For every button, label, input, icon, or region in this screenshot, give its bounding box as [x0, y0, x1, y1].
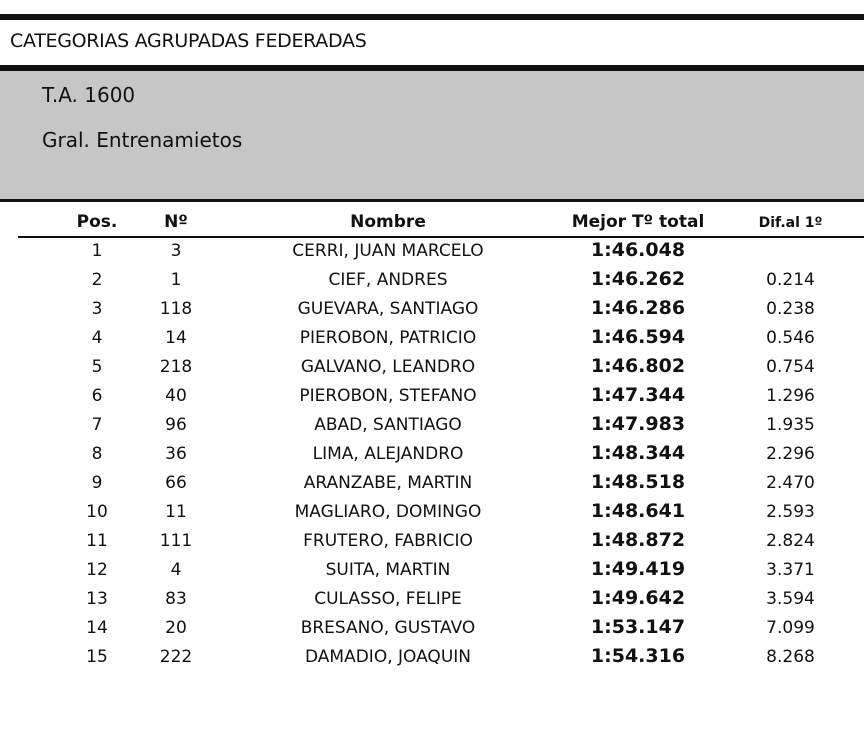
table-row: [18, 412, 864, 441]
session-name: Gral. Entrenamietos: [42, 128, 243, 152]
table-row: [18, 441, 864, 470]
cell-name: CERRI, JUAN MARCELO: [292, 241, 484, 261]
table-row: [18, 644, 864, 673]
table-row: [18, 296, 864, 325]
cell-best-time: 1:49.419: [590, 558, 686, 580]
page-title: CATEGORIAS AGRUPADAS FEDERADAS: [10, 30, 367, 52]
cell-best-time: 1:53.147: [590, 616, 686, 638]
cell-name: PIEROBON, PATRICIO: [299, 328, 477, 348]
cell-gap: 2.824: [766, 531, 815, 551]
cell-gap: 0.238: [766, 299, 815, 319]
cell-number: 222: [159, 647, 193, 667]
cell-number: 83: [165, 589, 187, 609]
cell-number: 40: [165, 386, 187, 406]
cell-gap: 0.754: [766, 357, 815, 377]
col-header-name: Nombre: [350, 212, 426, 232]
cell-best-time: 1:49.642: [590, 587, 686, 609]
table-row: [18, 325, 864, 354]
cell-pos: 13: [86, 589, 108, 609]
table-body: [18, 238, 864, 673]
cell-pos: 14: [86, 618, 108, 638]
cell-best-time: 1:48.872: [590, 529, 686, 551]
table-row: [18, 383, 864, 412]
cell-name: DAMADIO, JOAQUIN: [305, 647, 471, 667]
top-divider: [0, 14, 864, 20]
cell-best-time: 1:48.518: [590, 471, 686, 493]
table-header: [18, 212, 864, 238]
cell-best-time: 1:48.641: [590, 500, 686, 522]
cell-gap: 0.546: [766, 328, 815, 348]
cell-name: BRESANO, GUSTAVO: [300, 618, 476, 638]
table-row: [18, 267, 864, 296]
col-header-best-time: Mejor Tº total: [571, 212, 705, 232]
cell-gap: 1.296: [766, 386, 815, 406]
cell-name: ARANZABE, MARTIN: [303, 473, 473, 493]
cell-gap: 2.296: [766, 444, 815, 464]
cell-name: GALVANO, LEANDRO: [300, 357, 476, 377]
cell-pos: 6: [91, 386, 103, 406]
cell-number: 4: [170, 560, 182, 580]
cell-number: 118: [159, 299, 193, 319]
cell-number: 14: [165, 328, 187, 348]
cell-gap: 2.593: [766, 502, 815, 522]
cell-pos: 1: [91, 241, 103, 261]
cell-name: MAGLIARO, DOMINGO: [294, 502, 482, 522]
cell-gap: 8.268: [766, 647, 815, 667]
table-row: [18, 470, 864, 499]
table-row: [18, 238, 864, 267]
cell-best-time: 1:46.262: [590, 268, 686, 290]
cell-gap: 7.099: [766, 618, 815, 638]
cell-best-time: 1:47.344: [590, 384, 686, 406]
cell-gap: 2.470: [766, 473, 815, 493]
cell-pos: 3: [91, 299, 103, 319]
cell-best-time: 1:46.048: [590, 239, 686, 261]
event-panel: [0, 65, 864, 202]
cell-number: 20: [165, 618, 187, 638]
cell-best-time: 1:46.286: [590, 297, 686, 319]
cell-name: CULASSO, FELIPE: [314, 589, 462, 609]
cell-name: FRUTERO, FABRICIO: [303, 531, 473, 551]
cell-number: 3: [170, 241, 182, 261]
table-row: [18, 586, 864, 615]
cell-number: 66: [165, 473, 187, 493]
cell-pos: 10: [86, 502, 108, 522]
cell-best-time: 1:46.802: [590, 355, 686, 377]
cell-pos: 7: [91, 415, 103, 435]
col-header-pos: Pos.: [76, 212, 118, 232]
cell-best-time: 1:47.983: [590, 413, 686, 435]
cell-number: 96: [165, 415, 187, 435]
cell-gap: 0.214: [766, 270, 815, 290]
cell-pos: 12: [86, 560, 108, 580]
cell-name: ABAD, SANTIAGO: [314, 415, 462, 435]
table-row: [18, 528, 864, 557]
cell-gap: 3.371: [766, 560, 815, 580]
cell-best-time: 1:54.316: [590, 645, 686, 667]
col-header-number: Nº: [164, 212, 188, 232]
table-row: [18, 354, 864, 383]
results-table: [18, 212, 864, 673]
cell-name: CIEF, ANDRES: [328, 270, 448, 290]
cell-gap: 3.594: [766, 589, 815, 609]
table-row: [18, 499, 864, 528]
cell-pos: 8: [91, 444, 103, 464]
table-row: [18, 557, 864, 586]
event-name: T.A. 1600: [42, 83, 136, 107]
cell-name: PIEROBON, STEFANO: [299, 386, 477, 406]
cell-number: 36: [165, 444, 187, 464]
cell-best-time: 1:46.594: [590, 326, 686, 348]
cell-pos: 4: [91, 328, 103, 348]
cell-name: SUITA, MARTIN: [325, 560, 451, 580]
cell-number: 218: [159, 357, 193, 377]
cell-name: GUEVARA, SANTIAGO: [297, 299, 479, 319]
cell-pos: 11: [86, 531, 108, 551]
cell-pos: 5: [91, 357, 103, 377]
cell-number: 111: [159, 531, 193, 551]
cell-gap: 1.935: [766, 415, 815, 435]
cell-number: 11: [165, 502, 187, 522]
table-row: [18, 615, 864, 644]
cell-pos: 9: [91, 473, 103, 493]
cell-pos: 2: [91, 270, 103, 290]
col-header-gap: Dif.al 1º: [758, 215, 823, 231]
cell-best-time: 1:48.344: [590, 442, 686, 464]
cell-pos: 15: [86, 647, 108, 667]
cell-number: 1: [170, 270, 182, 290]
cell-name: LIMA, ALEJANDRO: [312, 444, 464, 464]
